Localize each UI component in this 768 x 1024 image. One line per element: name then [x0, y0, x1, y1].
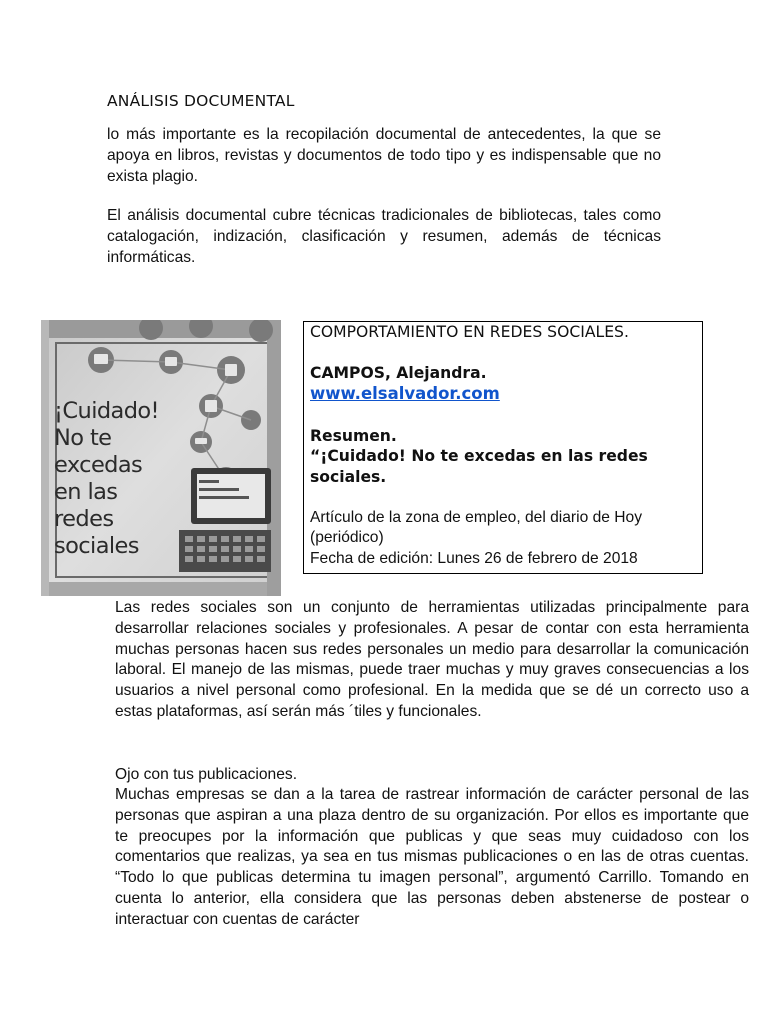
summary-label: Resumen. — [310, 426, 397, 445]
reference-url-link[interactable]: www.elsalvador.com — [310, 383, 500, 403]
body-paragraph-2: Muchas empresas se dan a la tarea de rastrear información de carácter personal de las personas que aspiran a una plaza dentro de su organización. Por ellos es importante que te preocupes por la información que publicas y que seas muy cuidadoso con los comentarios que realizas, ya sea en tus mismas publicaciones o en las de otras cuentas. “Todo lo que publicas determina tu imagen personal”, argumentó Carrillo. Tomando en cuenta lo anterior, ella considera que las personas deben abstenerse de postear o interactuar con cuentas de carácter — [115, 786, 749, 928]
clipping-headline — [54, 398, 159, 560]
source-line-2: (periódico) — [310, 529, 384, 546]
clipping-headline-line: ¡Cuidado! — [54, 398, 159, 424]
intro-paragraph-1: lo más importante es la recopilación documental de antecedentes, la que se apoya en libros, revistas y documentos de todo tipo y es indispensable que no exista plagio. — [107, 126, 661, 185]
clipping-headline-line: excedas — [54, 452, 143, 478]
clipping-headline-line: redes — [54, 506, 114, 532]
subheading-publications: Ojo con tus publicaciones. — [115, 766, 298, 783]
clipping-headline-line: en las — [54, 479, 118, 505]
clipping-headline-line: No te — [54, 425, 112, 451]
clipping-headline-line: sociales — [54, 533, 139, 559]
body-paragraph-1: Las redes sociales son un conjunto de herramientas utilizadas principalmente para desarrollar relaciones sociales y profesionales. A pesar de contar con esta herramienta muchas personas hacen sus redes personales un medio para desarrollar la comunicación laboral. El manejo de las mismas, puede traer muchas y muy graves consecuencias a los usuarios a nivel personal como profesional. En la medida que se dé un correcto uso a estas plataformas, así serán más ´tiles y funcionales. — [115, 599, 749, 720]
summary-quote-line-1: “¡Cuidado! No te excedas en las redes — [310, 447, 648, 465]
reference-author: CAMPOS, Alejandra. — [310, 364, 487, 382]
reference-box — [303, 321, 703, 574]
summary-quote-line-2: sociales. — [310, 467, 387, 486]
source-line-1: Artículo de la zona de empleo, del diario de Hoy — [310, 508, 642, 526]
intro-paragraph-2: El análisis documental cubre técnicas tradicionales de bibliotecas, tales como catalogación, indización, clasificación y resumen, además de técnicas informáticas. — [107, 207, 661, 266]
edition-date: Fecha de edición: Lunes 26 de febrero de 2018 — [310, 549, 638, 567]
section-heading: ANÁLISIS DOCUMENTAL — [107, 92, 295, 110]
reference-title: COMPORTAMIENTO EN REDES SOCIALES. — [310, 323, 629, 341]
